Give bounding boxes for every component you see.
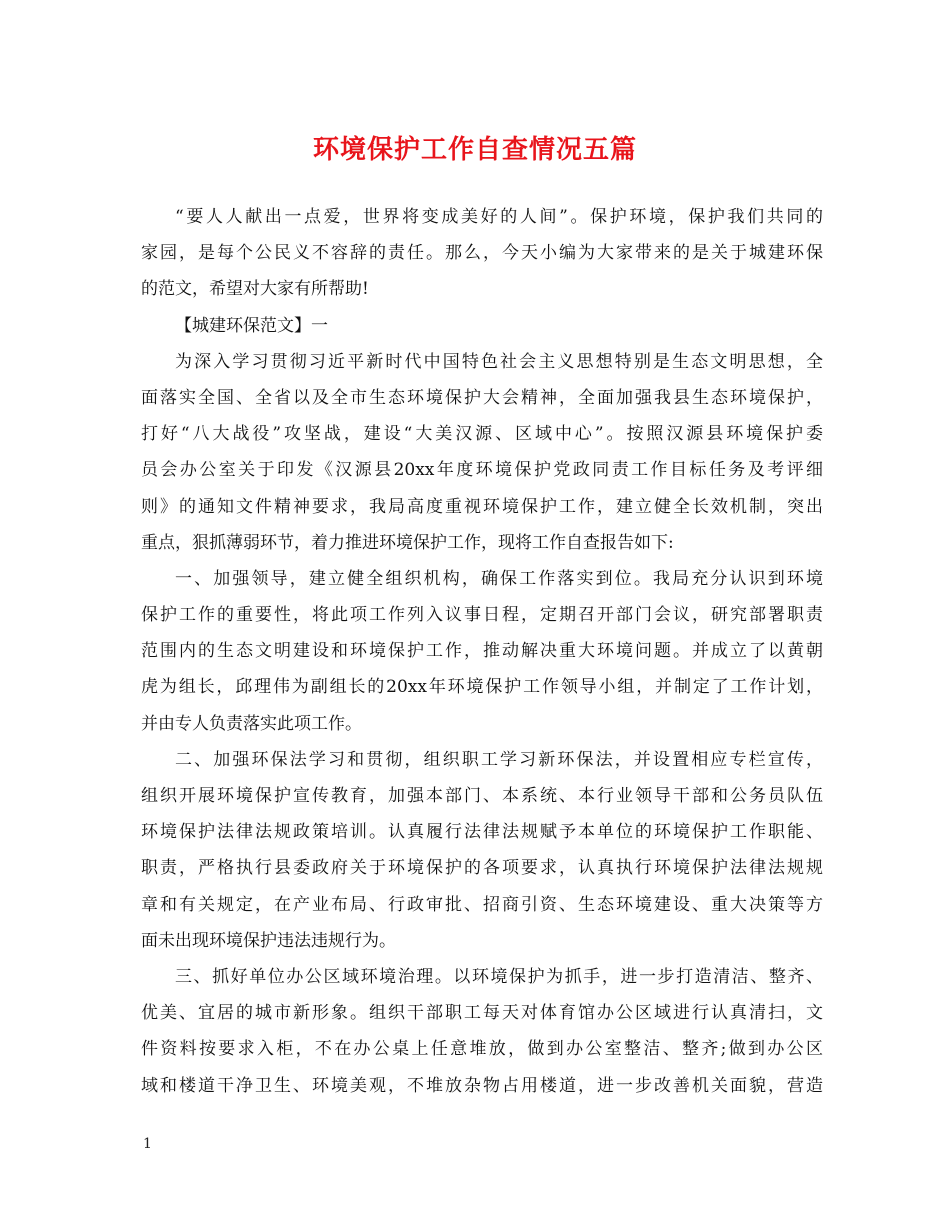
document-body (141, 199, 823, 1104)
text-line: 章和有关规定，在产业布局、行政审批、招商引资、生态环境建设、重大决策等方 (141, 894, 823, 915)
text-line: 虎为组长，邱理伟为副组长的20xx年环境保护工作领导小组，并制定了工作计划， (141, 677, 823, 698)
text-line: 【城建环保范文】一 (175, 315, 328, 336)
page-number: 1 (143, 1136, 152, 1152)
text-line: 则》的通知文件精神要求，我局高度重视环境保护工作，建立健全长效机制，突出 (141, 496, 823, 517)
text-line: 环境保护法律法规政策培训。认真履行法律法规赋予本单位的环境保护工作职能、 (141, 822, 823, 843)
text-line: 一、加强领导，建立健全组织机构，确保工作落实到位。我局充分认识到环境 (175, 568, 823, 589)
text-line: 件资料按要求入柜，不在办公桌上任意堆放，做到办公室整洁、整齐;做到办公区 (141, 1039, 823, 1060)
text-line: 并由专人负责落实此项工作。 (141, 713, 362, 734)
text-line: “要人人献出一点爱，世界将变成美好的人间”。保护环境，保护我们共同的 (175, 207, 823, 227)
text-line: 为深入学习贯彻习近平新时代中国特色社会主义思想特别是生态文明思想，全 (175, 351, 823, 372)
text-line: 员会办公室关于印发《汉源县20xx年度环境保护党政同责工作目标任务及考评细 (141, 460, 823, 481)
text-line: 面未出现环境保护违法违规行为。 (141, 930, 396, 951)
text-line: 二、加强环保法学习和贯彻，组织职工学习新环保法，并设置相应专栏宣传， (175, 749, 823, 770)
text-line: 域和楼道干净卫生、环境美观，不堆放杂物占用楼道，进一步改善机关面貌，营造 (141, 1075, 823, 1096)
text-line: 打好“八大战役”攻坚战，建设“大美汉源、区域中心”。按照汉源县环境保护委 (141, 424, 823, 445)
text-line: 范围内的生态文明建设和环境保护工作，推动解决重大环境问题。并成立了以黄朝 (141, 641, 823, 662)
text-line: 重点，狠抓薄弱环节，着力推进环境保护工作，现将工作自查报告如下: (141, 532, 674, 553)
text-line: 优美、宜居的城市新形象。组织干部职工每天对体育馆办公区域进行认真清扫，文 (141, 1003, 823, 1024)
text-line: 的范文，希望对大家有所帮助! (141, 279, 369, 300)
document-title: 环境保护工作自查情况五篇 (312, 135, 637, 165)
text-line: 面落实全国、全省以及全市生态环境保护大会精神，全面加强我县生态环境保护， (141, 387, 823, 408)
text-line: 组织开展环境保护宣传教育，加强本部门、本系统、本行业领导干部和公务员队伍 (141, 786, 823, 806)
text-line: 保护工作的重要性，将此项工作列入议事日程，定期召开部门会议，研究部署职责 (141, 605, 823, 626)
text-line: 家园，是每个公民义不容辞的责任。那么，今天小编为大家带来的是关于城建环保 (141, 243, 823, 264)
text-line: 三、抓好单位办公区域环境治理。以环境保护为抓手，进一步打造清洁、整齐、 (175, 966, 823, 987)
text-line: 职责，严格执行县委政府关于环境保护的各项要求，认真执行环境保护法律法规规 (141, 858, 823, 879)
